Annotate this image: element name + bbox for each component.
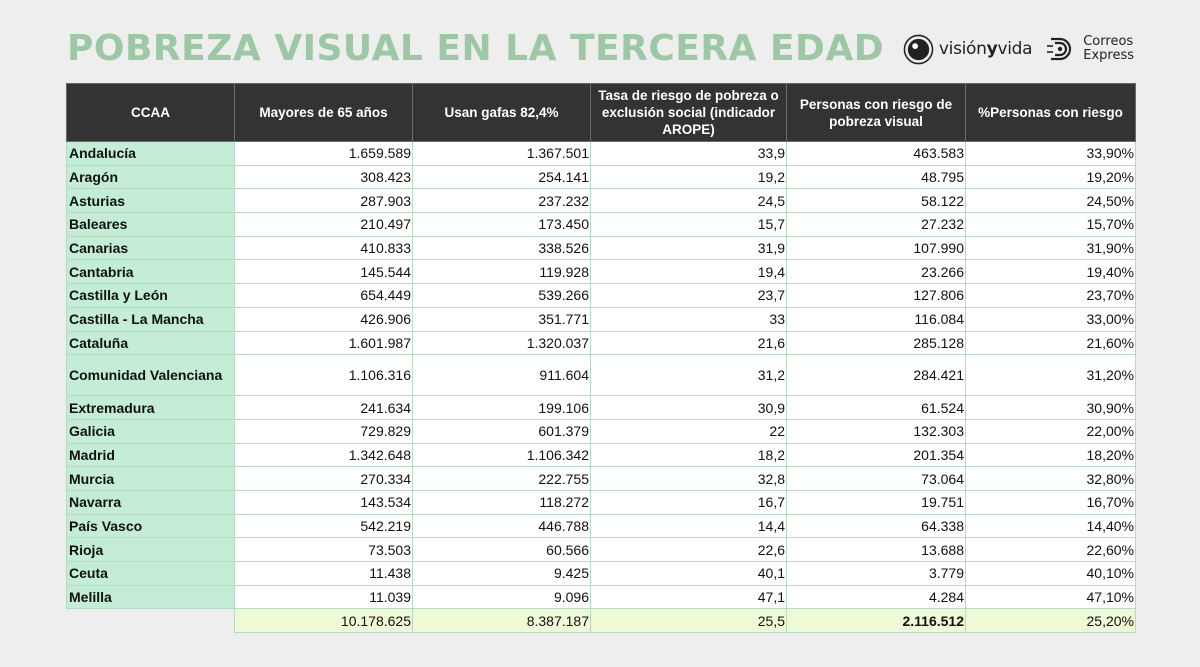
usan-gafas-cell: 539.266 [413,284,591,308]
vision-y-vida-logo [903,34,1032,65]
tasa-riesgo-cell: 30,9 [591,396,787,420]
porcentaje-riesgo-cell: 22,00% [966,419,1136,443]
personas-riesgo-cell: 23.266 [787,260,966,284]
mayores-65-cell: 210.497 [235,213,413,237]
mayores-65-cell: 426.906 [235,307,413,331]
tasa-riesgo-cell: 16,7 [591,490,787,514]
mayores-65-cell: 1.342.648 [235,443,413,467]
vision-y-vida-wordmark: visiónyvida [938,39,1033,59]
porcentaje-riesgo-cell: 31,20% [966,355,1136,396]
ccaa-cell: Madrid [67,443,235,467]
table-row [67,189,1136,213]
porcentaje-riesgo-cell: 24,50% [966,189,1136,213]
porcentaje-riesgo-cell: 40,10% [966,562,1136,586]
usan-gafas-cell: 446.788 [413,514,591,538]
ccaa-cell: Melilla [67,585,235,609]
correos-express-logo [1046,33,1134,65]
usan-gafas-cell: 9.096 [413,585,591,609]
table-header-row [67,84,1136,142]
porcentaje-riesgo-cell: 19,40% [966,260,1136,284]
personas-riesgo-cell: 58.122 [787,189,966,213]
mayores-65-cell: 1.659.589 [235,142,413,166]
table-row [67,213,1136,237]
tasa-riesgo-cell: 14,4 [591,514,787,538]
mayores-65-cell: 1.106.316 [235,355,413,396]
personas-riesgo-cell: 127.806 [787,284,966,308]
porcentaje-riesgo-cell: 32,80% [966,467,1136,491]
tasa-riesgo-cell: 24,5 [591,189,787,213]
page-title: POBREZA VISUAL EN LA TERCERA EDAD [67,28,885,69]
mayores-65-cell: 308.423 [235,165,413,189]
table-row [67,562,1136,586]
header-mayores-65: Mayores de 65 años [235,84,413,142]
ccaa-cell: Rioja [67,538,235,562]
table-row [67,165,1136,189]
ccaa-cell: País Vasco [67,514,235,538]
total-ccaa-cell [67,609,235,633]
ccaa-cell: Canarias [67,236,235,260]
total-porcentaje-riesgo-cell: 25,20% [966,609,1136,633]
ccaa-cell: Murcia [67,467,235,491]
tasa-riesgo-cell: 19,2 [591,165,787,189]
table-row [67,514,1136,538]
ccaa-cell: Galicia [67,419,235,443]
usan-gafas-cell: 118.272 [413,490,591,514]
tasa-riesgo-cell: 15,7 [591,213,787,237]
ccaa-cell: Aragón [67,165,235,189]
tasa-riesgo-cell: 31,9 [591,236,787,260]
porcentaje-riesgo-cell: 31,90% [966,236,1136,260]
personas-riesgo-cell: 284.421 [787,355,966,396]
mayores-65-cell: 729.829 [235,419,413,443]
ccaa-cell: Castilla - La Mancha [67,307,235,331]
ccaa-cell: Andalucía [67,142,235,166]
personas-riesgo-cell: 107.990 [787,236,966,260]
table-row [67,467,1136,491]
tasa-riesgo-cell: 40,1 [591,562,787,586]
table-row [67,236,1136,260]
ccaa-cell: Asturias [67,189,235,213]
table-row [67,142,1136,166]
mayores-65-cell: 287.903 [235,189,413,213]
ccaa-cell: Extremadura [67,396,235,420]
correos-express-wordmark: Correos Express [1083,34,1134,63]
personas-riesgo-cell: 116.084 [787,307,966,331]
personas-riesgo-cell: 3.779 [787,562,966,586]
mayores-65-cell: 11.438 [235,562,413,586]
porcentaje-riesgo-cell: 22,60% [966,538,1136,562]
mayores-65-cell: 143.534 [235,490,413,514]
total-mayores-65-cell: 10.178.625 [235,609,413,633]
personas-riesgo-cell: 27.232 [787,213,966,237]
mayores-65-cell: 1.601.987 [235,331,413,355]
mayores-65-cell: 11.039 [235,585,413,609]
logos [903,33,1134,65]
header-tasa-riesgo: Tasa de riesgo de pobreza o exclusión social (indicador AROPE) [591,84,787,142]
porcentaje-riesgo-cell: 19,20% [966,165,1136,189]
usan-gafas-cell: 1.367.501 [413,142,591,166]
table-row [67,490,1136,514]
ccaa-cell: Cantabria [67,260,235,284]
usan-gafas-cell: 1.106.342 [413,443,591,467]
mayores-65-cell: 270.334 [235,467,413,491]
total-personas-riesgo-cell: 2.116.512 [787,609,966,633]
personas-riesgo-cell: 201.354 [787,443,966,467]
total-usan-gafas-cell: 8.387.187 [413,609,591,633]
tasa-riesgo-cell: 21,6 [591,331,787,355]
usan-gafas-cell: 60.566 [413,538,591,562]
usan-gafas-cell: 1.320.037 [413,331,591,355]
table-row [67,419,1136,443]
total-tasa-riesgo-cell: 25,5 [591,609,787,633]
usan-gafas-cell: 9.425 [413,562,591,586]
tasa-riesgo-cell: 47,1 [591,585,787,609]
ccaa-cell: Castilla y León [67,284,235,308]
usan-gafas-cell: 237.232 [413,189,591,213]
tasa-riesgo-cell: 22 [591,419,787,443]
personas-riesgo-cell: 19.751 [787,490,966,514]
header-porcentaje-riesgo: %Personas con riesgo [966,84,1136,142]
ccaa-cell: Navarra [67,490,235,514]
table-body [67,142,1136,633]
usan-gafas-cell: 119.928 [413,260,591,284]
header-personas-riesgo: Personas con riesgo de pobreza visual [787,84,966,142]
tasa-riesgo-cell: 23,7 [591,284,787,308]
ccaa-cell: Baleares [67,213,235,237]
usan-gafas-cell: 173.450 [413,213,591,237]
usan-gafas-cell: 911.604 [413,355,591,396]
porcentaje-riesgo-cell: 18,20% [966,443,1136,467]
table-row [67,538,1136,562]
total-row [67,609,1136,633]
header-usan-gafas: Usan gafas 82,4% [413,84,591,142]
tasa-riesgo-cell: 31,2 [591,355,787,396]
table-row [67,585,1136,609]
tasa-riesgo-cell: 33 [591,307,787,331]
porcentaje-riesgo-cell: 30,90% [966,396,1136,420]
mayores-65-cell: 654.449 [235,284,413,308]
ccaa-cell: Comunidad Valenciana [67,355,235,396]
table-row [67,396,1136,420]
porcentaje-riesgo-cell: 47,10% [966,585,1136,609]
header-ccaa: CCAA [67,84,235,142]
tasa-riesgo-cell: 32,8 [591,467,787,491]
mayores-65-cell: 410.833 [235,236,413,260]
table-row [67,284,1136,308]
personas-riesgo-cell: 48.795 [787,165,966,189]
mayores-65-cell: 542.219 [235,514,413,538]
personas-riesgo-cell: 13.688 [787,538,966,562]
ccaa-cell: Cataluña [67,331,235,355]
ccaa-cell: Ceuta [67,562,235,586]
usan-gafas-cell: 222.755 [413,467,591,491]
personas-riesgo-cell: 61.524 [787,396,966,420]
tasa-riesgo-cell: 18,2 [591,443,787,467]
personas-riesgo-cell: 64.338 [787,514,966,538]
porcentaje-riesgo-cell: 23,70% [966,284,1136,308]
mayores-65-cell: 241.634 [235,396,413,420]
table-row [67,331,1136,355]
usan-gafas-cell: 254.141 [413,165,591,189]
usan-gafas-cell: 351.771 [413,307,591,331]
tasa-riesgo-cell: 19,4 [591,260,787,284]
usan-gafas-cell: 601.379 [413,419,591,443]
porcentaje-riesgo-cell: 14,40% [966,514,1136,538]
table-row [67,260,1136,284]
tasa-riesgo-cell: 22,6 [591,538,787,562]
mayores-65-cell: 73.503 [235,538,413,562]
tasa-riesgo-cell: 33,9 [591,142,787,166]
personas-riesgo-cell: 73.064 [787,467,966,491]
personas-riesgo-cell: 463.583 [787,142,966,166]
table-row [67,307,1136,331]
correos-express-mark-icon [1046,33,1078,65]
usan-gafas-cell: 199.106 [413,396,591,420]
porcentaje-riesgo-cell: 33,90% [966,142,1136,166]
porcentaje-riesgo-cell: 16,70% [966,490,1136,514]
porcentaje-riesgo-cell: 21,60% [966,331,1136,355]
poverty-table [66,83,1136,633]
porcentaje-riesgo-cell: 33,00% [966,307,1136,331]
mayores-65-cell: 145.544 [235,260,413,284]
table-row [67,443,1136,467]
usan-gafas-cell: 338.526 [413,236,591,260]
personas-riesgo-cell: 285.128 [787,331,966,355]
personas-riesgo-cell: 4.284 [787,585,966,609]
personas-riesgo-cell: 132.303 [787,419,966,443]
porcentaje-riesgo-cell: 15,70% [966,213,1136,237]
eye-icon [903,34,934,65]
table-row [67,355,1136,396]
